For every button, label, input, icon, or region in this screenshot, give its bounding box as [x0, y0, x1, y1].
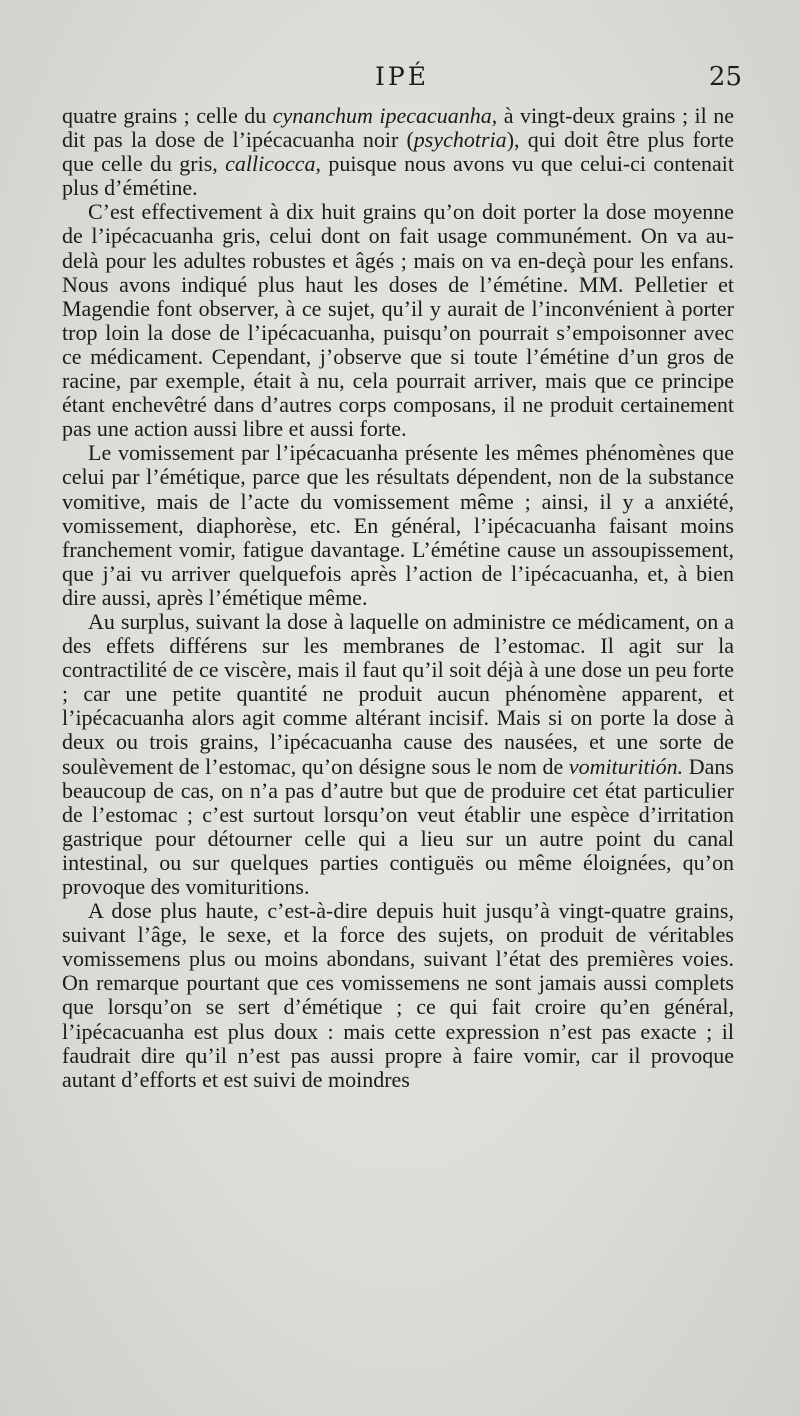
running-title: IPÉ — [375, 62, 429, 91]
italic-term: psychotria — [413, 127, 507, 153]
paragraph — [62, 200, 734, 441]
italic-term: cynanchum ipecacuanha — [272, 103, 492, 128]
text-run: ), qui doit être plus forte que celle du gris, — [62, 127, 734, 177]
text-run: quatre grains ; celle du — [62, 103, 273, 128]
page-header — [62, 62, 742, 98]
text-run: Dans beaucoup de cas, on n’a pas d’autre but que de produire cet état particulier de l’estomac ; c’est surtout lorsqu’on veut établir une espèce d’irritation gastrique pour détourner celle qui a lieu sur un autre point du canal intestinal, ou sur quelques parties contiguës ou même éloignées, qu’on provoque des vomituritions. — [62, 753, 734, 899]
text-run: Au surplus, suivant la dose à laquelle on administre ce médicament, on a des effets différens sur les membranes de l’estomac. Il agit sur la contractilité de ce viscère, mais il faut qu’il soit déjà à une dose un peu forte ; car une petite quantité ne produit aucun phénomène apparent, et l’ipécacuanha alors agit comme altérant incisif. Mais si on porte la dose à deux ou trois grains, l’ipécacuanha cause des nausées, et une sorte de soulèvement de l’estomac, qu’on désigne sous le nom de — [62, 608, 734, 779]
italic-term: callicocca — [225, 151, 316, 177]
text-run: , à vingt-deux grains ; il ne dit pas la dose de l’ipécacuanha noir ( — [62, 103, 734, 153]
italic-term: vomituritión. — [568, 753, 684, 779]
body-text — [62, 104, 734, 1092]
text-run: A dose plus haute, c’est-à-dire depuis huit jusqu’à vingt-quatre grains, suivant l’âge, le sexe, et la force des sujets, on produit de véritables vomissemens plus ou moins abondans, suivant l’état des premières voies. On remarque pourtant que ces vomissemens ne sont jamais aussi complets que lorsqu’on se sert d’émétique ; ce qui fait croire qu’en général, l’ipécacuanha est plus doux : mais cette expression n’est pas exacte ; il faudrait dire qu’il n’est pas aussi propre à faire vomir, car il provoque autant d’efforts et est suivi de moindres — [62, 898, 734, 1092]
paragraph — [62, 104, 734, 200]
paragraph — [62, 899, 734, 1092]
text-run: C’est effectivement à dix huit grains qu’on doit porter la dose moyenne de l’ipécacuanha gris, celui dont on fait usage communément. On va au-delà pour les adultes robustes et âgés ; mais on va en-deçà pour les enfans. Nous avons indiqué plus haut les doses de l’émétine. MM. Pelletier et Magendie font observer, à ce sujet, qu’il y aurait de l’inconvénient à porter trop loin la dose de l’ipécacuanha, puisqu’on pourrait s’empoisonner avec ce médicament. Cependant, j’observe que si toute l’émétine d’un gros de racine, par exemple, était à nu, cela pourrait arriver, mais que ce principe étant enchevêtré dans d’autres corps composans, il ne produit certainement pas une action aussi libre et aussi forte. — [62, 199, 734, 442]
text-run: , puisque nous avons vu que celui-ci contenait plus d’émétine. — [62, 151, 734, 201]
text-run: Le vomissement par l’ipécacuanha présente les mêmes phénomènes que celui par l’émétique, parce que les résultats dépendent, non de la substance vomitive, mais de l’acte du vomissement même ; ainsi, il y a anxiété, vomissement, diaphorèse, etc. En général, l’ipécacuanha faisant moins franchement vomir, fatigue davantage. L’émétine cause un assoupissement, que j’ai vu arriver quelquefois après l’action de l’ipécacuanha, et, à bien dire aussi, après l’émétique même. — [62, 440, 734, 610]
paragraph — [62, 441, 734, 610]
paragraph — [62, 610, 734, 899]
page-number: 25 — [708, 62, 742, 92]
